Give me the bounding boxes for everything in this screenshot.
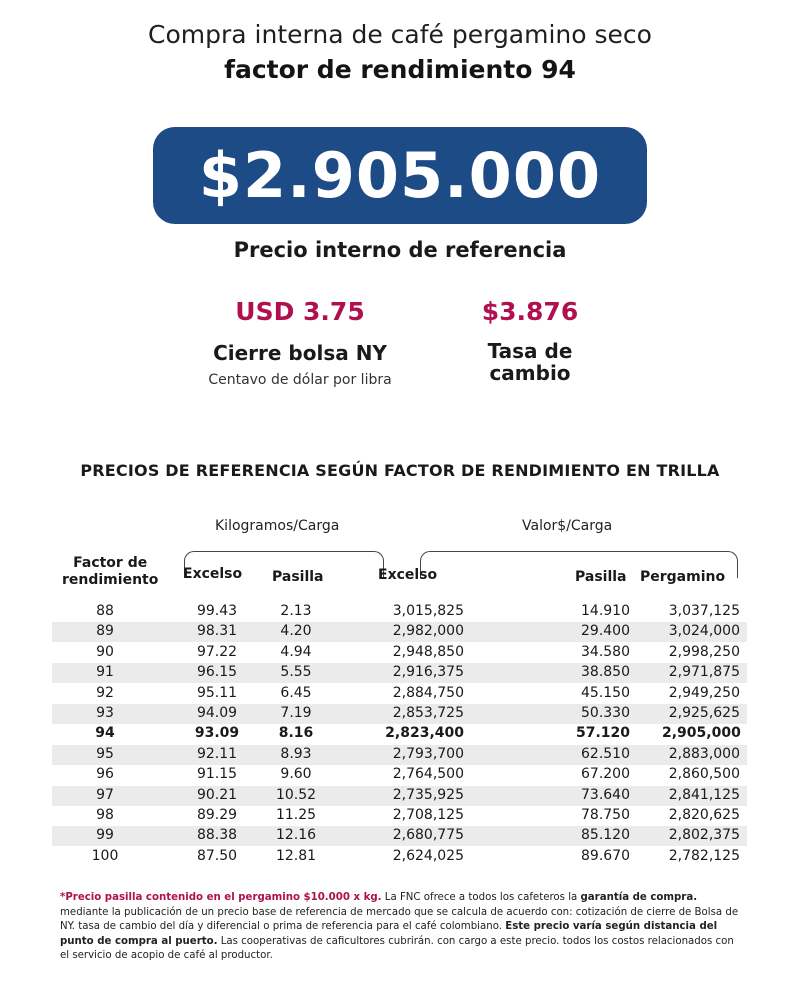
cell-factor: 93 bbox=[96, 705, 114, 721]
cell-pergamino: 2,925,625 bbox=[668, 705, 740, 721]
cell-pergamino: 2,949,250 bbox=[668, 684, 740, 701]
footnote bbox=[60, 891, 740, 964]
cell-excelso-value: 2,853,725 bbox=[392, 705, 464, 721]
cell-factor: 92 bbox=[96, 684, 114, 701]
cell-pergamino: 2,802,375 bbox=[668, 827, 740, 844]
exchange-rate-label-line1: Tasa de bbox=[487, 339, 573, 363]
reference-price-box bbox=[153, 127, 647, 224]
cell-excelso-kg: 88.38 bbox=[196, 827, 238, 844]
cell-factor: 94 bbox=[95, 725, 115, 742]
cell-pergamino: 2,820,625 bbox=[668, 807, 740, 823]
cell-pasilla-value: 45.150 bbox=[581, 684, 630, 701]
cell-excelso-value: 2,916,375 bbox=[392, 664, 464, 681]
exchange-rate-value: $3.876 bbox=[481, 297, 579, 326]
cell-pasilla-kg: 8.16 bbox=[278, 725, 314, 742]
cell-pasilla-kg: 9.60 bbox=[280, 766, 312, 783]
cell-pasilla-kg: 11.25 bbox=[275, 807, 317, 823]
cell-excelso-kg: 97.22 bbox=[196, 643, 238, 660]
page-subtitle: factor de rendimiento 94 bbox=[224, 55, 576, 84]
cell-factor: 89 bbox=[96, 623, 114, 640]
cell-excelso-value: 2,764,500 bbox=[392, 766, 464, 783]
cell-factor: 97 bbox=[96, 786, 114, 803]
reference-price-value: $2.905.000 bbox=[198, 139, 602, 212]
header-pasilla-value: Pasilla bbox=[575, 569, 627, 585]
footnote-text-3: Las cooperativas de caficultores cubrirán. con cargo a este precio. todos los costos relacionados con el servicio de acopio de café al productor. bbox=[60, 935, 734, 961]
cell-excelso-value: 2,708,125 bbox=[392, 807, 464, 823]
cell-pasilla-kg: 4.94 bbox=[280, 643, 312, 660]
cell-pasilla-kg: 8.93 bbox=[280, 745, 312, 762]
cell-excelso-kg: 98.31 bbox=[196, 623, 238, 640]
cell-pasilla-kg: 5.55 bbox=[280, 664, 312, 681]
cell-excelso-value: 2,624,025 bbox=[392, 847, 464, 864]
page-title: Compra interna de café pergamino seco bbox=[148, 20, 652, 49]
cell-pasilla-value: 29.400 bbox=[581, 623, 630, 640]
cell-pasilla-kg: 4.20 bbox=[280, 623, 312, 640]
cell-pasilla-value: 67.200 bbox=[581, 766, 630, 783]
cell-excelso-kg: 96.15 bbox=[196, 664, 238, 681]
table-title: PRECIOS DE REFERENCIA SEGÚN FACTOR DE RENDIMIENTO EN TRILLA bbox=[80, 461, 720, 480]
cell-excelso-kg: 89.29 bbox=[196, 807, 238, 823]
cell-factor: 88 bbox=[96, 603, 114, 619]
header-pergamino: Pergamino bbox=[640, 569, 726, 585]
header-factor bbox=[62, 555, 158, 589]
exchange-rate-label-line2: cambio bbox=[489, 361, 571, 385]
group-header-kilograms: Kilogramos/Carga bbox=[215, 518, 340, 534]
cell-pasilla-kg: 2.13 bbox=[280, 603, 312, 619]
cell-excelso-kg: 93.09 bbox=[194, 725, 240, 742]
cell-pasilla-kg: 12.16 bbox=[275, 827, 317, 844]
header-factor-line1: Factor de bbox=[73, 555, 148, 571]
footnote-text-2: mediante la publicación de un precio base de referencia de mercado que se calcula de acuerdo con: cotización de cierre de Bolsa de NY. tasa de cambio del día y diferencial o prima de referencia para el café colombiano. bbox=[60, 906, 739, 932]
cell-pasilla-value: 14.910 bbox=[581, 603, 630, 619]
cell-factor: 96 bbox=[96, 766, 114, 783]
cell-factor: 100 bbox=[91, 847, 119, 864]
cell-pasilla-value: 89.670 bbox=[581, 847, 630, 864]
reference-price-label: Precio interno de referencia bbox=[233, 238, 567, 262]
cell-pasilla-value: 38.850 bbox=[581, 664, 630, 681]
cell-pasilla-value: 73.640 bbox=[581, 786, 630, 803]
footnote-pasilla-note: *Precio pasilla contenido en el pergamino $10.000 x kg. bbox=[60, 892, 382, 903]
cell-excelso-value: 2,793,700 bbox=[392, 745, 464, 762]
cell-excelso-kg: 87.50 bbox=[196, 847, 238, 864]
cell-pergamino: 2,971,875 bbox=[668, 664, 740, 681]
cell-pergamino: 3,037,125 bbox=[668, 603, 740, 619]
header-excelso-value: Excelso bbox=[378, 567, 438, 583]
cell-pasilla-kg: 12.81 bbox=[275, 847, 317, 864]
ny-close-value: USD 3.75 bbox=[235, 297, 365, 326]
cell-excelso-kg: 92.11 bbox=[196, 745, 238, 762]
cell-pergamino: 2,782,125 bbox=[668, 847, 740, 864]
cell-excelso-kg: 90.21 bbox=[196, 786, 238, 803]
cell-excelso-kg: 95.11 bbox=[196, 684, 238, 701]
cell-pergamino: 2,998,250 bbox=[668, 643, 740, 660]
ny-close-unit: Centavo de dólar por libra bbox=[208, 372, 392, 388]
header-excelso-kg: Excelso bbox=[183, 566, 243, 582]
exchange-rate-label bbox=[440, 340, 620, 384]
cell-pergamino: 2,905,000 bbox=[662, 725, 741, 742]
cell-pasilla-value: 34.580 bbox=[581, 643, 630, 660]
cell-factor: 91 bbox=[96, 664, 114, 681]
cell-pergamino: 2,883,000 bbox=[668, 745, 740, 762]
cell-excelso-value: 2,948,850 bbox=[392, 643, 464, 660]
cell-pergamino: 3,024,000 bbox=[668, 623, 740, 640]
footnote-guarantee: garantía de compra. bbox=[580, 892, 698, 903]
cell-excelso-value: 2,823,400 bbox=[385, 725, 464, 742]
cell-excelso-kg: 94.09 bbox=[196, 705, 238, 721]
cell-excelso-kg: 91.15 bbox=[196, 766, 238, 783]
cell-pasilla-value: 85.120 bbox=[581, 827, 630, 844]
cell-pasilla-kg: 7.19 bbox=[280, 705, 312, 721]
footnote-text-1: La FNC ofrece a todos los cafeteros la bbox=[381, 892, 581, 903]
footnote-distance-note: Este precio varía según distancia del punto de compra al puerto. bbox=[60, 921, 718, 947]
ny-close-label: Cierre bolsa NY bbox=[213, 341, 387, 365]
cell-pasilla-value: 57.120 bbox=[575, 725, 630, 742]
cell-factor: 95 bbox=[96, 745, 114, 762]
group-header-value: Valor$/Carga bbox=[522, 518, 613, 534]
cell-pasilla-value: 50.330 bbox=[581, 705, 630, 721]
cell-excelso-value: 2,884,750 bbox=[392, 684, 464, 701]
cell-pasilla-value: 78.750 bbox=[581, 807, 630, 823]
cell-pergamino: 2,860,500 bbox=[668, 766, 740, 783]
cell-excelso-value: 2,735,925 bbox=[392, 786, 464, 803]
cell-excelso-value: 2,982,000 bbox=[392, 623, 464, 640]
cell-factor: 99 bbox=[96, 827, 114, 844]
cell-excelso-kg: 99.43 bbox=[196, 603, 238, 619]
header-pasilla-kg: Pasilla bbox=[272, 569, 324, 585]
cell-pasilla-kg: 10.52 bbox=[275, 786, 317, 803]
cell-excelso-value: 3,015,825 bbox=[392, 603, 464, 619]
cell-factor: 90 bbox=[96, 643, 114, 660]
header-factor-line2: rendimiento bbox=[62, 572, 159, 588]
cell-pasilla-value: 62.510 bbox=[581, 745, 630, 762]
cell-factor: 98 bbox=[96, 807, 114, 823]
cell-pasilla-kg: 6.45 bbox=[280, 684, 312, 701]
cell-excelso-value: 2,680,775 bbox=[392, 827, 464, 844]
cell-pergamino: 2,841,125 bbox=[668, 786, 740, 803]
